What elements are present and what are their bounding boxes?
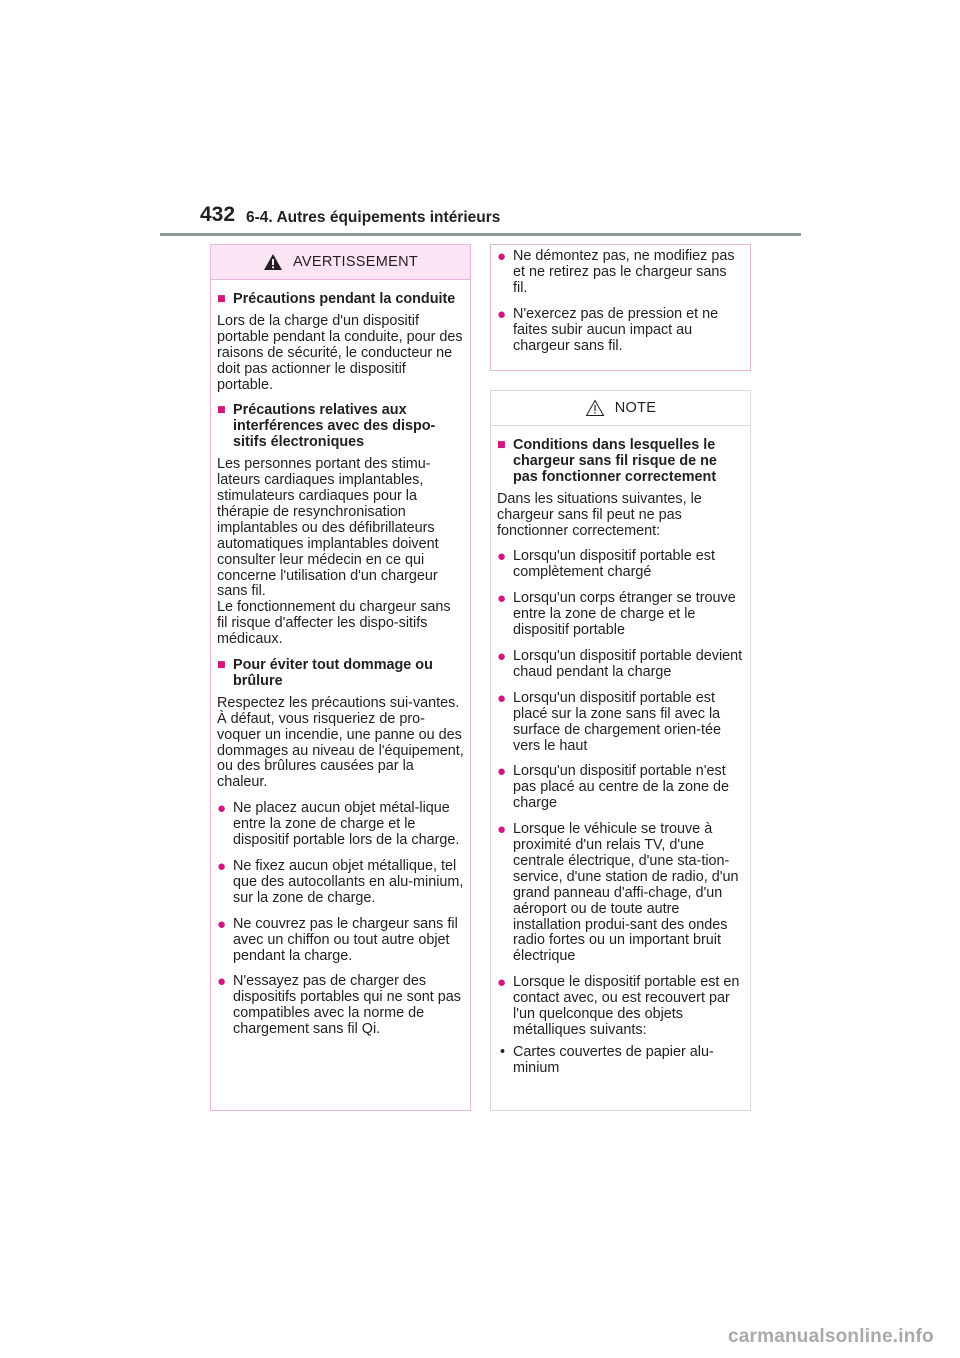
round-bullet-icon: ● xyxy=(217,915,227,933)
list-item: ● Ne démontez pas, ne modifiez pas et ne retirez pas le chargeur sans fil. xyxy=(497,248,735,296)
list-item: ● N'essayez pas de charger des dispositifs portables qui ne sont pas compatibles avec la norme de chargement sans fil Qi. xyxy=(217,973,461,1038)
list-item: ● Lorsqu'un corps étranger se trouve entre la zone de charge et le dispositif portable xyxy=(497,590,736,639)
warning-heading-damage: ■ Pour éviter tout dommage ou brûlure xyxy=(217,657,433,689)
warning-title-bar xyxy=(211,245,470,280)
list-item: ● Lorsqu'un dispositif portable n'est pas placé au centre de la zone de charge xyxy=(497,763,730,812)
caution-triangle-icon xyxy=(585,399,605,417)
round-bullet-icon: ● xyxy=(217,858,227,875)
list-item: ● Lorsque le dispositif portable est en contact avec, ou est recouvert par l'un quelconque des objets métalliques suivants: xyxy=(497,974,740,1038)
list-item: ● Ne fixez aucun objet métallique, tel que des autocollants en alu-minium, sur la zone de charge. xyxy=(217,858,464,906)
round-bullet-icon: ● xyxy=(497,647,507,665)
warning-heading-driving: ■ Précautions pendant la conduite xyxy=(217,291,456,307)
warning-title: AVERTISSEMENT xyxy=(292,254,419,270)
square-bullet-icon: ■ xyxy=(217,402,226,419)
note-heading: ■ Conditions dans lesquelles le chargeur sans fil risque de ne pas fonctionner correctement xyxy=(497,437,717,485)
note-title: NOTE xyxy=(614,400,657,416)
square-bullet-icon: ■ xyxy=(217,657,226,674)
section-title: 6-4. Autres équipements intérieurs xyxy=(246,209,501,226)
page-number: 432 xyxy=(200,203,236,226)
list-item: ● Lorsque le véhicule se trouve à proximité d'un relais TV, d'une centrale électrique, d'une sta-tion-service, d'une station de radio, d'un grand panneau d'affi-chage, d'un aéroport ou de toute autre installation produi-sant des ondes radio fortes ou un important bruit électrique xyxy=(497,821,739,965)
round-bullet-icon: ● xyxy=(497,305,507,323)
warning-triangle-icon xyxy=(263,253,283,271)
warning-text-interference: Les personnes portant des stimu-lateurs cardiaques implantables, stimulateurs cardiaques pour la thérapie de resynchronisation implantables ou des défibrillateurs automatiques implantables doivent consulter leur médecin en ce qui concerne l'utilisation d'un chargeur sans fil. xyxy=(217,456,439,600)
note-title-bar xyxy=(491,391,750,426)
note-intro: Dans les situations suivantes, le chargeur sans fil peut ne pas fonctionner correctement: xyxy=(497,490,702,539)
round-bullet-icon: ● xyxy=(217,973,227,991)
warning-text-driving: Lors de la charge d'un dispositif portable pendant la conduite, pour des raisons de sécurité, le conducteur ne doit pas actionner le dispositif portable. xyxy=(217,312,463,393)
round-bullet-icon: ● xyxy=(497,763,507,781)
square-bullet-icon: ■ xyxy=(217,291,226,307)
list-item: ● N'exercez pas de pression et ne faites subir aucun impact au chargeur sans fil. xyxy=(497,305,719,354)
watermark: carmanualsonline.info xyxy=(728,1326,934,1347)
warning-text-interference-2: Le fonctionnement du chargeur sans fil risque d'affecter les dispo-sitifs médicaux. xyxy=(217,599,451,648)
round-bullet-icon: ● xyxy=(497,974,507,992)
note-box xyxy=(490,390,751,1111)
warning-text-damage: Respectez les précautions sui-vantes. xyxy=(217,694,460,711)
list-item: ● Ne couvrez pas le chargeur sans fil avec un chiffon ou tout autre objet pendant la charge. xyxy=(217,915,458,964)
list-item: ● Lorsqu'un dispositif portable est complètement chargé xyxy=(497,548,715,581)
round-bullet-icon: ● xyxy=(497,689,507,707)
warning-text-damage-2: À défaut, vous risqueriez de pro-voquer un incendie, une panne ou des dommages au niveau de l'équipement, ou des brûlures causées par la chaleur. xyxy=(217,710,464,791)
round-bullet-icon: ● xyxy=(497,248,507,265)
warning-box xyxy=(210,244,471,1111)
sub-list-item: • Cartes couvertes de papier alu-minium xyxy=(500,1043,714,1076)
square-bullet-icon: ■ xyxy=(497,437,506,453)
list-item: ● Lorsqu'un dispositif portable est placé sur la zone sans fil avec la surface de chargement orien-tée vers le haut xyxy=(497,689,721,754)
round-bullet-icon: ● xyxy=(497,548,507,566)
warning-heading-interference: ■ Précautions relatives aux interférences avec des dispo-sitifs électroniques xyxy=(217,402,436,451)
list-item: ● Ne placez aucun objet métal-lique entre la zone de charge et le dispositif portable lors de la charge. xyxy=(217,800,460,849)
round-bullet-icon: ● xyxy=(497,590,507,608)
header-rule xyxy=(160,233,801,236)
warning-continued-box xyxy=(490,244,751,371)
dot-marker-icon: • xyxy=(500,1043,506,1060)
round-bullet-icon: ● xyxy=(217,800,227,818)
list-item: ● Lorsqu'un dispositif portable devient chaud pendant la charge xyxy=(497,647,743,680)
round-bullet-icon: ● xyxy=(497,821,507,839)
